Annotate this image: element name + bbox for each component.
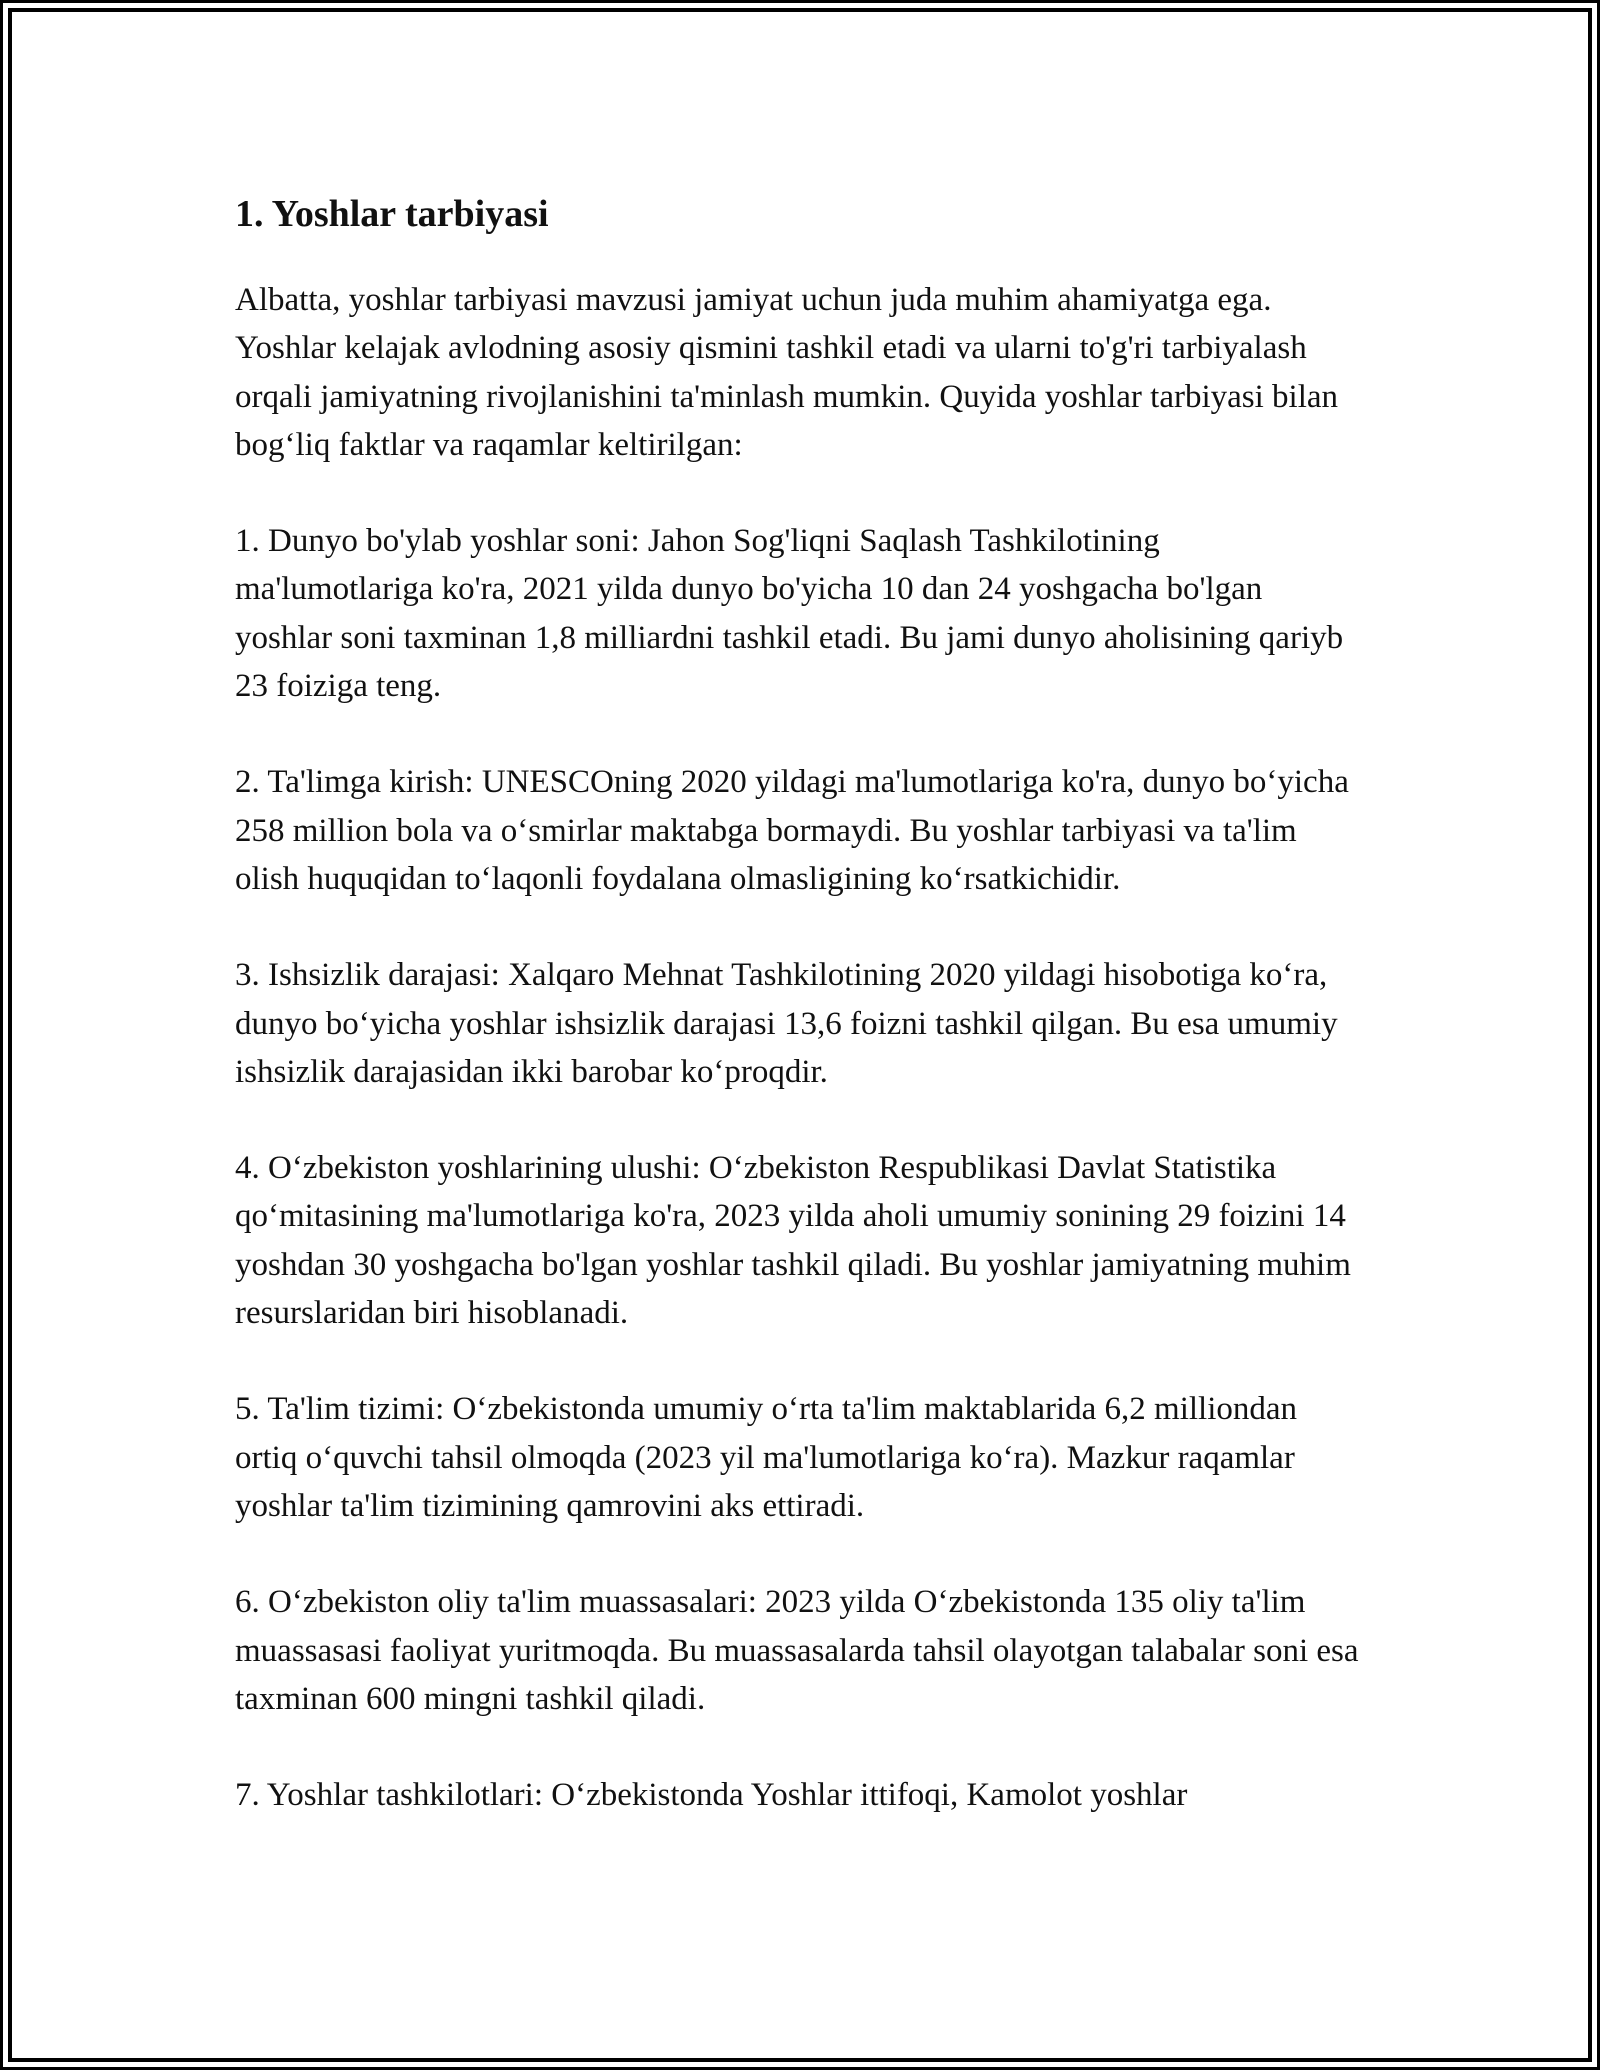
- intro-paragraph: Albatta, yoshlar tarbiyasi mavzusi jamiyat uchun juda muhim ahamiyatga ega. Yoshlar kelajak avlodning asosiy qismini tashkil etadi va ularni to'g'ri tarbiyalash orqali jamiyatning rivojlanishini ta'minlash mumkin. Quyida yoshlar tarbiyasi bilan bog‘liq faktlar va raqamlar keltirilgan:: [235, 282, 1339, 463]
- fact-7-paragraph: 7. Yoshlar tashkilotlari: O‘zbekistonda Yoshlar ittifoqi, Kamolot yoshlar: [235, 1777, 1188, 1814]
- document-body: [235, 186, 1365, 1867]
- fact-6-paragraph: 6. O‘zbekiston oliy ta'lim muassasalari: 2023 yilda O‘zbekistonda 135 oliy ta'lim muassasasi faoliyat yuritmoqda. Bu muassasalarda tahsil olayotgan talabalar soni esa taxminan 600 mingni tashkil qiladi.: [235, 1584, 1359, 1717]
- fact-5-paragraph: 5. Ta'lim tizimi: O‘zbekistonda umumiy o‘rta ta'lim maktablarida 6,2 milliondan ortiq o‘quvchi tahsil olmoqda (2023 yil ma'lumotlariga ko‘ra). Mazkur raqamlar yoshlar ta'lim tizimining qamrovini aks ettiradi.: [235, 1391, 1298, 1524]
- fact-3-paragraph: 3. Ishsizlik darajasi: Xalqaro Mehnat Tashkilotining 2020 yildagi hisobotiga ko‘ra, dunyo bo‘yicha yoshlar ishsizlik darajasi 13,6 foizni tashkil qilgan. Bu esa umumiy ishsizlik darajasidan ikki barobar ko‘proqdir.: [235, 957, 1338, 1090]
- section-title: 1. Yoshlar tarbiyasi: [235, 193, 549, 235]
- fact-2-paragraph: 2. Ta'limga kirish: UNESCOning 2020 yildagi ma'lumotlariga ko'ra, dunyo bo‘yicha 258 million bola va o‘smirlar maktabga bormaydi. Bu yoshlar tarbiyasi va ta'lim olish huquqidan to‘laqonli foydalana olmasligining ko‘rsatkichidir.: [235, 764, 1349, 897]
- fact-1-paragraph: 1. Dunyo bo'ylab yoshlar soni: Jahon Sog'liqni Saqlash Tashkilotining ma'lumotlariga ko'ra, 2021 yilda dunyo bo'yicha 10 dan 24 yoshgacha bo'lgan yoshlar soni taxminan 1,8 milliardni tashkil etadi. Bu jami dunyo aholisining qariyb 23 foiziga teng.: [235, 523, 1344, 705]
- fact-4-paragraph: 4. O‘zbekiston yoshlarining ulushi: O‘zbekiston Respublikasi Davlat Statistika qo‘mitasining ma'lumotlariga ko'ra, 2023 yilda aholi umumiy sonining 29 foizini 14 yoshdan 30 yoshgacha bo'lgan yoshlar tashkil qiladi. Bu yoshlar jamiyatning muhim resurslaridan biri hisoblanadi.: [235, 1150, 1351, 1332]
